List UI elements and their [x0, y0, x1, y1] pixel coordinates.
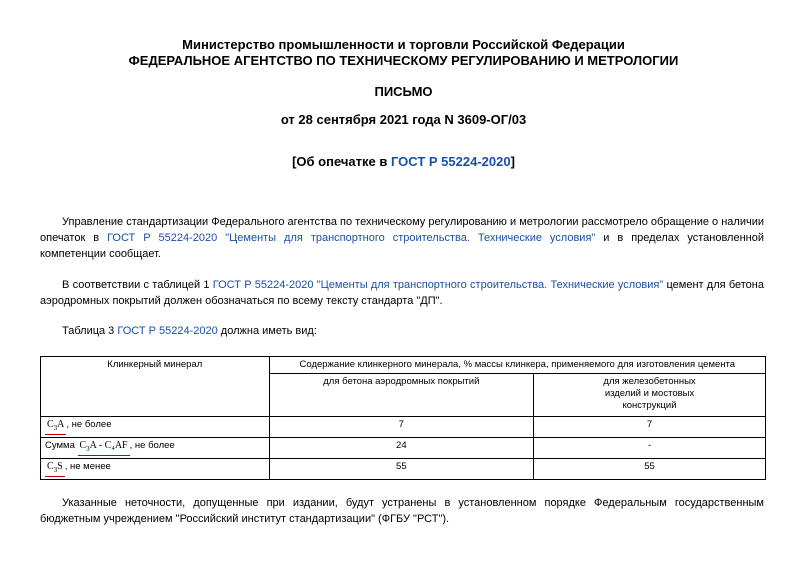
formula-sub: 3: [53, 466, 58, 474]
header-content: Содержание клинкерного минерала, % массы клинкера, применяемого для изготовления цемента: [269, 357, 765, 374]
p1-gost-link[interactable]: ГОСТ Р 55224-2020 "Цементы для транспортного строительства. Технические условия": [107, 232, 596, 244]
p1-text-after: и в пределах установленной компетенции сообщает.: [40, 232, 764, 260]
formula-image: [45, 419, 66, 435]
subject-suffix: ]: [510, 154, 515, 169]
airfield-value: 24: [269, 438, 534, 459]
table-header-row: [41, 357, 766, 374]
agency-title: ФЕДЕРАЛЬНОЕ АГЕНТСТВО ПО ТЕХНИЧЕСКОМУ РЕГУЛИРОВАНИЮ И МЕТРОЛОГИИ: [128, 53, 679, 68]
document-date-number: от 28 сентября 2021 года N 3609-ОГ/03: [280, 112, 527, 127]
mineral-prefix: Сумма: [45, 440, 78, 451]
formula-tail: A: [57, 419, 65, 430]
p2-text-after: цемент для бетона аэродромных покрытий должен обозначаться по всему тексту стандарта "ДП".: [40, 279, 764, 307]
mineral-suffix: , не менее: [64, 461, 111, 472]
formula-tail: S: [57, 461, 63, 472]
formula-image: [78, 440, 130, 456]
header-airfield: для бетона аэродромных покрытий: [269, 374, 534, 417]
ministry-title: Министерство промышленности и торговли Российской Федерации: [182, 37, 625, 52]
mineral-cell: [41, 459, 270, 480]
mineral-suffix: , не более: [66, 419, 112, 430]
airfield-value: 55: [269, 459, 534, 480]
paragraph-designation: [40, 277, 764, 309]
mineral-suffix: , не более: [129, 440, 175, 451]
p2-text-before: В соответствии с таблицей 1: [62, 279, 213, 291]
formula-main: C: [79, 440, 87, 451]
p3-gost-link[interactable]: ГОСТ Р 55224-2020: [117, 325, 218, 337]
paragraph-intro: [40, 214, 764, 262]
paragraph-closing: Указанные неточности, допущенные при издании, будут устранены в установленном порядке Федеральным государственным бюджетным учреждением "Российский институт стандартизации" (ФГБУ "РСТ").: [40, 497, 764, 525]
formula-tail: A - C₄AF: [89, 440, 128, 451]
table-row: [41, 459, 766, 480]
p1-text-before: Управление стандартизации Федерального агентства по техническому регулированию и метрологии рассмотрело обращение о наличии опечаток в: [40, 216, 764, 244]
formula-main: C: [47, 461, 54, 472]
header-bridge: для железобетонных изделий и мостовых конструкций: [534, 374, 766, 417]
formula-sub: 3: [86, 445, 90, 453]
airfield-value: 7: [269, 417, 534, 438]
subject-gost-link[interactable]: ГОСТ Р 55224-2020: [390, 154, 511, 169]
p3-text-after: должна иметь вид:: [217, 325, 317, 337]
document-subject: [0, 154, 807, 170]
mineral-cell: [41, 438, 270, 459]
table-row: [41, 417, 766, 438]
mineral-content-table: [40, 356, 766, 480]
formula-main: C: [47, 419, 54, 430]
paragraph-table-intro: [62, 323, 764, 339]
p2-gost-link[interactable]: ГОСТ Р 55224-2020 "Цементы для транспортного строительства. Технические условия": [212, 279, 664, 291]
table-row: [41, 438, 766, 459]
p3-text-before: Таблица 3: [62, 325, 118, 337]
bridge-value: 55: [534, 459, 766, 480]
bridge-value: 7: [534, 417, 766, 438]
document-type: ПИСЬМО: [374, 84, 433, 99]
formula-image: [45, 461, 65, 477]
mineral-cell: [41, 417, 270, 438]
header-mineral: Клинкерный минерал: [41, 357, 270, 417]
subject-prefix: [Об опечатке в: [292, 154, 391, 169]
bridge-value: -: [534, 438, 766, 459]
formula-sub: 3: [53, 424, 58, 432]
